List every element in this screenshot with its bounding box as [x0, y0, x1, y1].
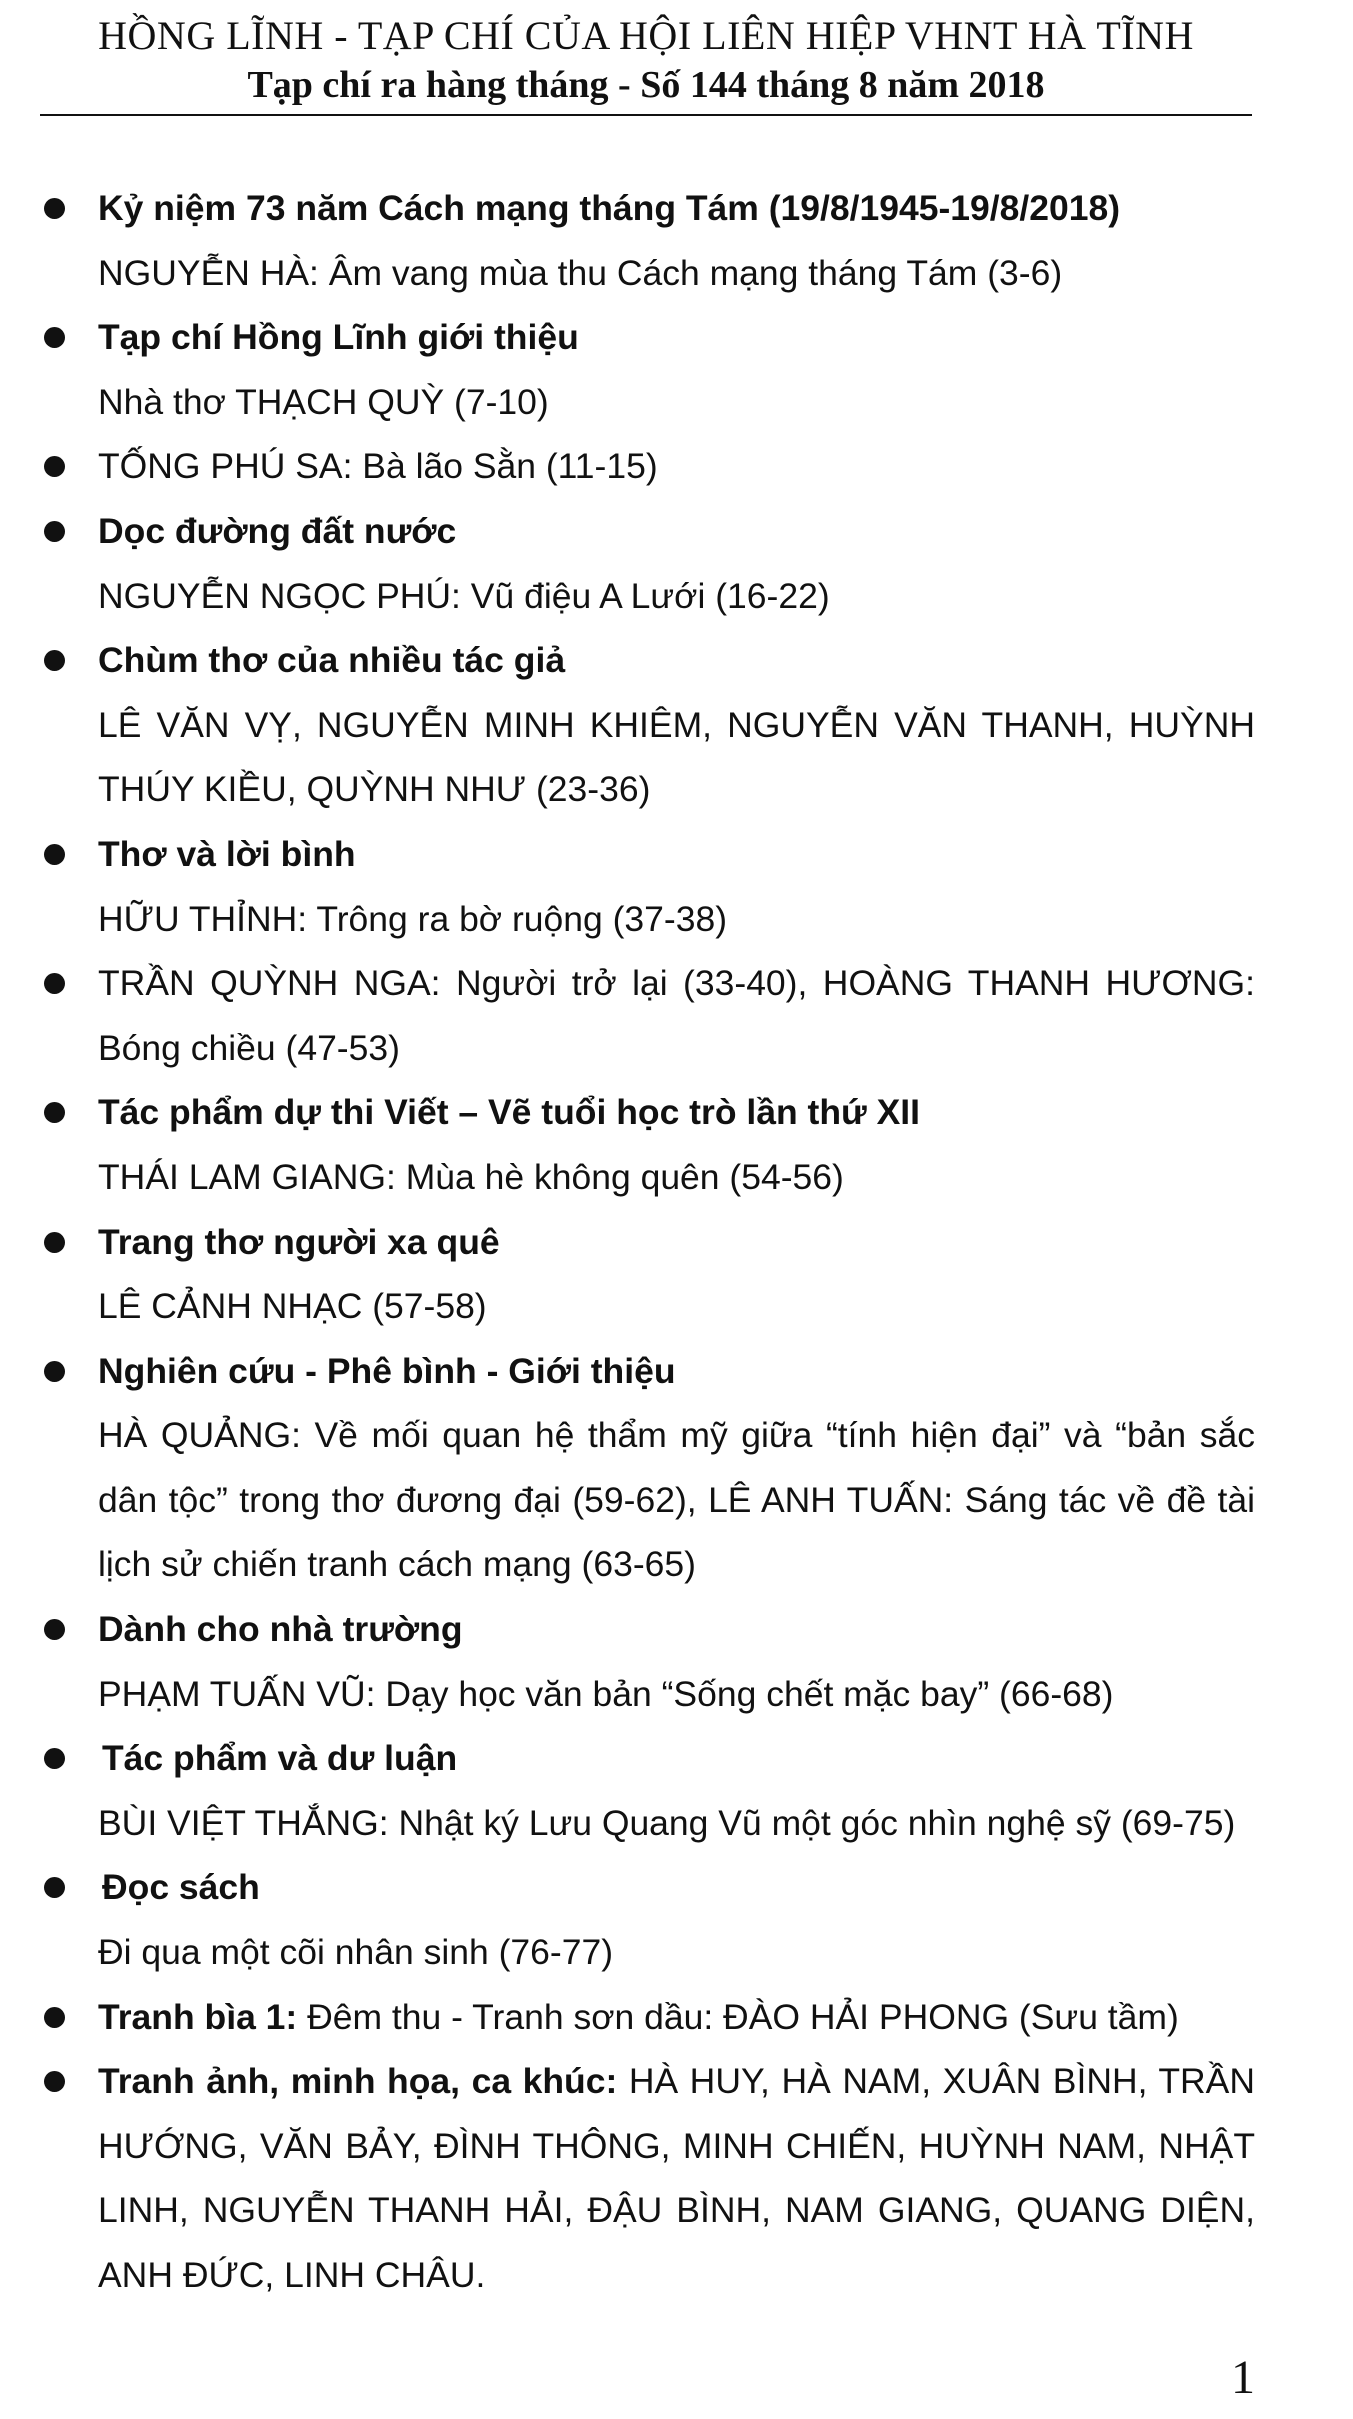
toc-section	[40, 628, 1255, 822]
bullet-icon	[44, 1748, 65, 1769]
bullet-icon	[44, 521, 65, 542]
header-divider	[40, 114, 1252, 116]
bullet-icon	[44, 456, 65, 477]
inline-label: Tranh ảnh, minh họa, ca khúc:	[98, 2061, 618, 2102]
inline-text: HÀ HUY, HÀ NAM, XUÂN BÌNH, TRẦN HƯỚNG, VĂN BẢY, ĐÌNH THÔNG, MINH CHIẾN, HUỲNH NAM, NHẬT LINH, NGUYỄN THANH HẢI, ĐẬU BÌNH, NAM GIANG, QUANG DIỆN, ANH ĐỨC, LINH CHÂU.	[98, 2061, 1255, 2295]
toc-section	[40, 434, 1255, 499]
magazine-title: HỒNG LĨNH - TẠP CHÍ CỦA HỘI LIÊN HIỆP VHNT HÀ TĨNH	[98, 13, 1194, 58]
entry-line: Nhà thơ THẠCH QUỲ (7-10)	[98, 381, 549, 422]
entry-body: TRẦN QUỲNH NGA: Người trở lại (33-40), HOÀNG THANH HƯƠNG: Bóng chiều (47-53)	[98, 963, 1255, 1068]
toc-section	[40, 822, 1255, 951]
entry-line: HỮU THỈNH: Trông ra bờ ruộng (37-38)	[98, 898, 728, 939]
page-header	[40, 10, 1252, 108]
toc-section	[40, 1339, 1255, 1597]
section-heading: Dành cho nhà trường	[98, 1609, 463, 1650]
toc-section	[40, 1210, 1255, 1339]
toc-section	[40, 499, 1255, 628]
toc-section	[40, 1597, 1255, 1726]
entry-line: NGUYỄN HÀ: Âm vang mùa thu Cách mạng tháng Tám (3-6)	[98, 252, 1063, 293]
bullet-icon	[44, 2007, 65, 2028]
inline-label: Tranh bìa 1:	[98, 1996, 298, 2037]
section-heading: Kỷ niệm 73 năm Cách mạng tháng Tám (19/8/1945-19/8/2018)	[98, 188, 1121, 228]
section-heading: Chùm thơ của nhiều tác giả	[98, 640, 566, 681]
section-heading: Đọc sách	[102, 1867, 260, 1908]
section-heading: Thơ và lời bình	[98, 833, 356, 874]
toc-section	[40, 1080, 1255, 1209]
page-number: 1	[1231, 2351, 1255, 2404]
bullet-icon	[44, 844, 65, 865]
section-heading: Tác phẩm và dư luận	[102, 1738, 458, 1779]
entry-body	[98, 2049, 1255, 2307]
bullet-icon	[44, 973, 65, 994]
entry-body: HÀ QUẢNG: Về mối quan hệ thẩm mỹ giữa “tính hiện đại” và “bản sắc dân tộc” trong thơ đương đại (59-62), LÊ ANH TUẤN: Sáng tác về đề tài lịch sử chiến tranh cách mạng (63-65)	[98, 1415, 1255, 1585]
entry-line: PHẠM TUẤN VŨ: Dạy học văn bản “Sống chết mặc bay” (66-68)	[98, 1673, 1114, 1714]
entry-body: LÊ VĂN VỴ, NGUYỄN MINH KHIÊM, NGUYỄN VĂN THANH, HUỲNH THÚY KIỀU, QUỲNH NHƯ (23-36)	[98, 704, 1255, 810]
entry-line: LÊ CẢNH NHẠC (57-58)	[98, 1286, 487, 1327]
entry-line: TỐNG PHÚ SA: Bà lão Sằn (11-15)	[98, 446, 658, 487]
toc-section	[40, 305, 1255, 434]
bullet-icon	[44, 1877, 65, 1898]
section-heading: Nghiên cứu - Phê bình - Giới thiệu	[98, 1350, 676, 1391]
section-heading: Tác phẩm dự thi Viết – Vẽ tuổi học trò lần thứ XII	[98, 1092, 920, 1133]
entry-line: BÙI VIỆT THẮNG: Nhật ký Lưu Quang Vũ một góc nhìn nghệ sỹ (69-75)	[98, 1802, 1236, 1843]
toc-section	[40, 2049, 1255, 2307]
bullet-icon	[44, 1102, 65, 1123]
entry-line: THÁI LAM GIANG: Mùa hè không quên (54-56)	[98, 1156, 844, 1197]
bullet-icon	[44, 1361, 65, 1382]
toc-section	[40, 951, 1255, 1080]
section-heading: Dọc đường đất nước	[98, 510, 457, 551]
toc-section	[40, 176, 1255, 305]
table-of-contents	[40, 176, 1255, 2308]
bullet-icon	[44, 198, 65, 219]
section-heading: Tạp chí Hồng Lĩnh giới thiệu	[98, 317, 579, 358]
toc-section	[40, 1726, 1255, 1855]
bullet-icon	[44, 650, 65, 671]
entry-line	[98, 1985, 1255, 2050]
entry-line: Đi qua một cõi nhân sinh (76-77)	[98, 1932, 614, 1973]
toc-section	[40, 1985, 1255, 2050]
bullet-icon	[44, 327, 65, 348]
entry-line: NGUYỄN NGỌC PHÚ: Vũ điệu A Lưới (16-22)	[98, 575, 830, 616]
bullet-icon	[44, 1232, 65, 1253]
bullet-icon	[44, 2071, 65, 2092]
bullet-icon	[44, 1619, 65, 1640]
issue-subtitle: Tạp chí ra hàng tháng - Số 144 tháng 8 năm 2018	[247, 64, 1045, 106]
section-heading: Trang thơ người xa quê	[98, 1221, 500, 1262]
toc-section	[40, 1855, 1255, 1984]
inline-text: Đêm thu - Tranh sơn dầu: ĐÀO HẢI PHONG (Sưu tầm)	[297, 1996, 1179, 2037]
